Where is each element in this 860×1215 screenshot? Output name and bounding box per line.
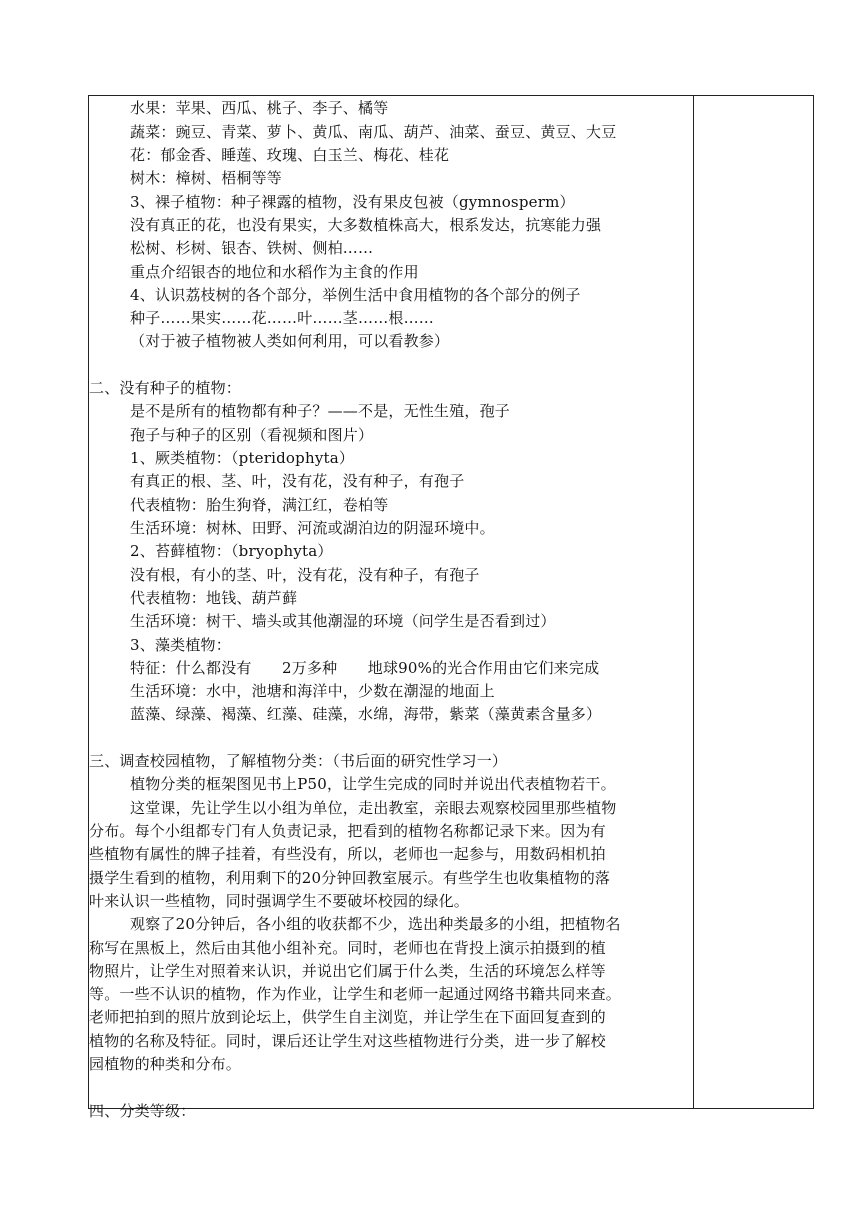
text-line: 代表植物：地钱、葫芦藓	[130, 589, 298, 607]
text-line: 观察了20分钟后，各小组的收获都不少，选出种类最多的小组，把植物名	[130, 915, 621, 933]
text-line: 蔬菜：豌豆、青菜、萝卜、黄瓜、南瓜、葫芦、油菜、蚕豆、黄豆、大豆	[130, 123, 617, 141]
text-line: 蓝藻、绿藻、褐藻、红藻、硅藻，水绵，海带，紫菜（藻黄素含量多）	[130, 705, 602, 723]
text-line: 是不是所有的植物都有种子？——不是，无性生殖，孢子	[130, 402, 511, 420]
text-line: 等。一些不认识的植物，作为作业，让学生和老师一起通过网络书籍共同来查。	[89, 985, 622, 1003]
text-line: 称写在黑板上，然后由其他小组补充。同时，老师也在背投上演示拍摄到的植	[89, 939, 606, 957]
text-line: 植物的名称及特征。同时，课后还让学生对这些植物进行分类，进一步了解校	[89, 1032, 606, 1050]
text-line: 没有根，有小的茎、叶，没有花，没有种子，有孢子	[130, 566, 480, 584]
text-line: 花：郁金香、睡莲、玫瑰、白玉兰、梅花、桂花	[130, 146, 450, 164]
text-line: 2、苔藓植物：（bryophyta）	[130, 542, 333, 560]
text-line: 物照片，让学生对照着来认识，并说出它们属于什么类，生活的环境怎么样等	[89, 962, 606, 980]
section-heading: 三、调查校园植物，了解植物分类：（书后面的研究性学习一）	[89, 752, 508, 770]
section-heading: 二、没有种子的植物：	[89, 379, 242, 397]
text-line: 4、认识荔枝树的各个部分，举例生活中食用植物的各个部分的例子	[130, 286, 581, 304]
text-line: 没有真正的花，也没有果实，大多数植株高大，根系发达，抗寒能力强	[130, 216, 602, 234]
text-line: 树木：樟树、梧桐等等	[130, 169, 283, 187]
section-heading: 四、分类等级：	[89, 1102, 196, 1120]
lesson-table	[88, 95, 814, 1120]
text-line: 重点介绍银杏的地位和水稻作为主食的作用	[130, 263, 419, 281]
text-line: 1、厥类植物：（pteridophyta）	[130, 449, 355, 467]
text-line: 植物分类的框架图见书上P50，让学生完成的同时并说出代表植物若干。	[130, 775, 616, 793]
column-divider	[693, 96, 694, 1108]
text-line: 种子……果实……花……叶……茎……根……	[130, 309, 435, 327]
text-line: 特征：什么都没有 2万多种 地球90%的光合作用由它们来完成	[130, 659, 600, 677]
text-line: 老师把拍到的照片放到论坛上，供学生自主浏览，并让学生在下面回复查到的	[89, 1008, 606, 1026]
text-line: 些植物有属性的牌子挂着，有些没有，所以，老师也一起参与，用数码相机拍	[89, 845, 606, 863]
text-line: （对于被子植物被人类如何利用，可以看教参）	[130, 332, 450, 350]
text-line: 孢子与种子的区别（看视频和图片）	[130, 426, 374, 444]
text-line: 松树、杉树、银杏、铁树、侧柏……	[130, 239, 374, 257]
text-line: 水果：苹果、西瓜、桃子、李子、橘等	[130, 99, 389, 117]
text-line: 分布。每个小组都专门有人负责记录，把看到的植物名称都记录下来。因为有	[89, 822, 606, 840]
text-line: 生活环境：水中，池塘和海洋中，少数在潮湿的地面上	[130, 682, 495, 700]
text-line: 有真正的根、茎、叶，没有花，没有种子，有孢子	[130, 472, 465, 490]
text-line: 3、裸子植物：种子裸露的植物，没有果皮包被（gymnosperm）	[130, 193, 575, 211]
text-line: 这堂课，先让学生以小组为单位，走出教室，亲眼去观察校园里那些植物	[130, 799, 617, 817]
text-line: 园植物的种类和分布。	[89, 1055, 242, 1073]
text-line: 生活环境：树干、墙头或其他潮湿的环境（问学生是否看到过）	[130, 612, 556, 630]
text-line: 代表植物：胎生狗脊，满江红，卷柏等	[130, 496, 389, 514]
text-line: 叶来认识一些植物，同时强调学生不要破坏校园的绿化。	[89, 892, 470, 910]
text-line: 摄学生看到的植物，利用剩下的20分钟回教室展示。有些学生也收集植物的落	[89, 869, 611, 887]
text-line: 3、藻类植物：	[130, 636, 231, 654]
text-line: 生活环境：树林、田野、河流或湖泊边的阴湿环境中。	[130, 519, 495, 537]
